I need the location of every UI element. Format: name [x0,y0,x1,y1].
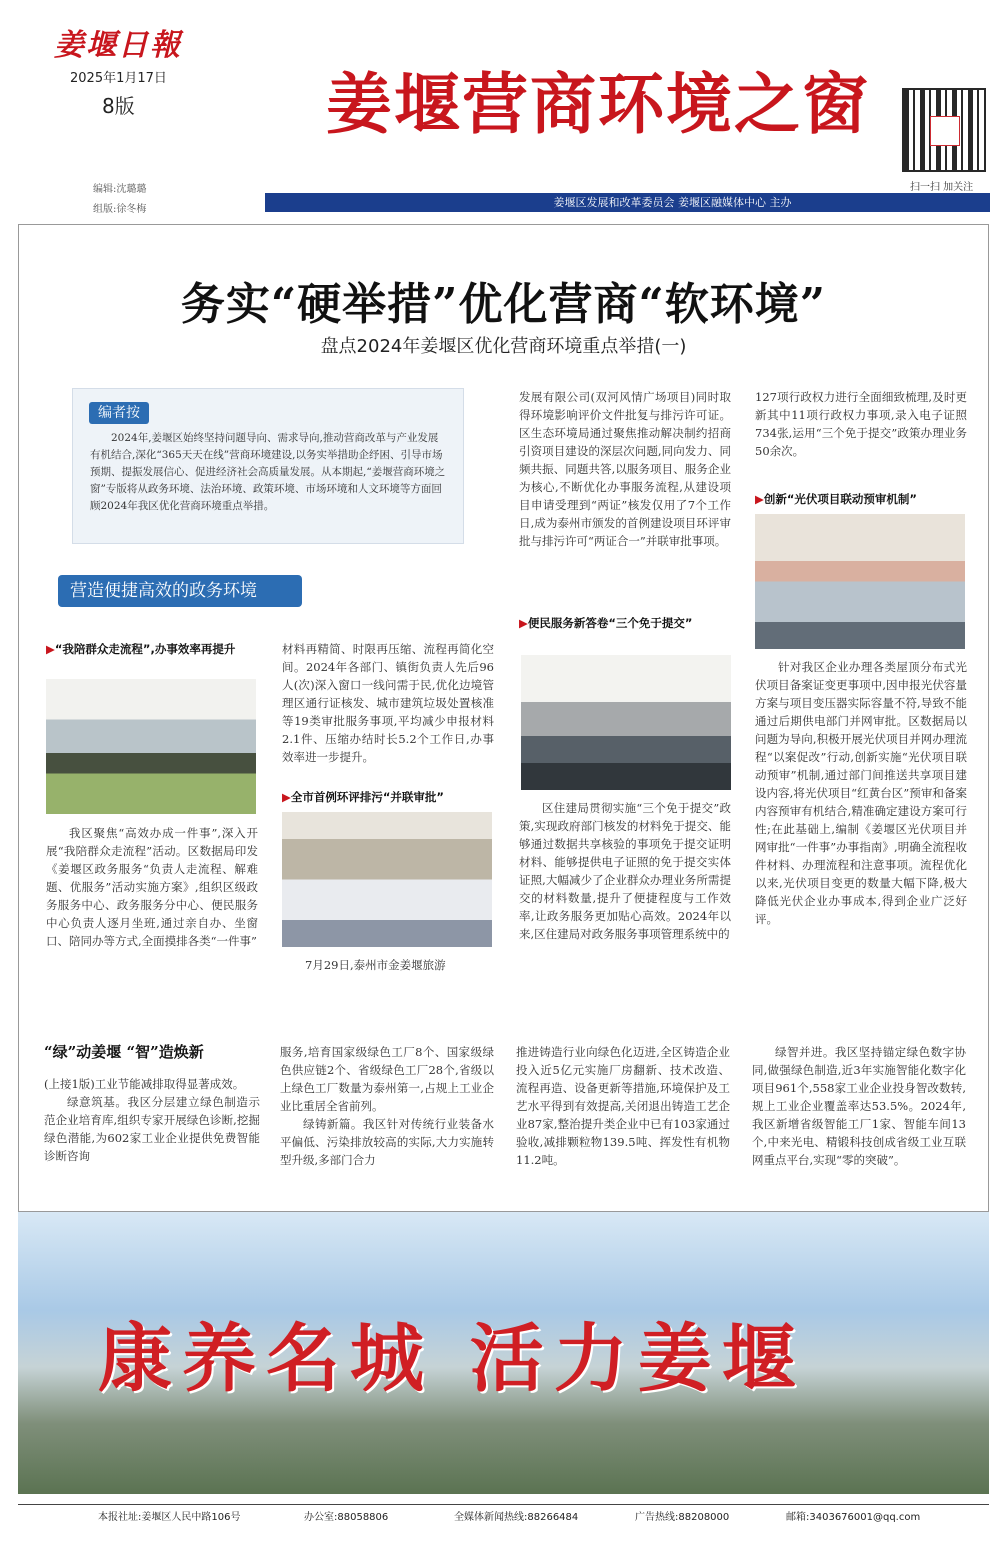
arrow-icon: ▶ [519,616,528,630]
col3-subheading [519,614,731,632]
col4-subheading-text: 创新“光伏项目联动预审机制” [763,492,917,506]
col1-text: 我区聚焦“高效办成一件事”,深入开展“我陪群众走流程”活动。区数据局印发《姜堰区政务服务“负责人走流程、解难题、优服务”活动实施方案》,组织区级政务服务中心、政务服务分中心、便民服务中心负责人逐月坐班,通过亲自办、坐窗口、陪同办等方式,全面摸排各类“一件事” [46,826,258,948]
col1-subheading [46,640,258,658]
article-title: 务实“硬举措”优化营商“软环境” [180,279,827,330]
article2-col2 [280,1043,494,1169]
col3-photo [521,655,731,790]
col2-text2: 7月29日,泰州市金姜堰旅游 [305,958,446,972]
footer-ad-hotline: 广告热线:88208000 [635,1512,730,1523]
arrow-icon: ▶ [46,642,55,656]
footer-address: 本报社址:姜堰区人民中路106号 [98,1512,241,1523]
footer-office: 办公室:88058806 [304,1512,389,1523]
col2-text: 材料再精简、时限再压缩、流程再简化空间。2024年各部门、镇街负责人先后96人(次)深入窗口一线问需于民,优化边境管理区通行证核发、城市建筑垃圾处置核准等19类审批服务事项,平均减少申报材料2.1件、压缩办结时长5.2个工作日,办事效率进一步提升。 [282,642,494,764]
footer-email: 邮箱:3403676001@qq.com [786,1512,921,1523]
qr-caption: 扫一扫 加关注 [910,182,974,193]
article2-p2: 服务,培育国家级绿色工厂8个、国家级绿色供应链2个、省级绿色工厂28个,省级以上绿色工厂数量为泰州第一,占规上工业企业比重居全省前列。 [280,1045,494,1113]
article2-title: “绿”动姜堰 “智”造焕新 [44,1043,204,1061]
issue-date: 2025年1月17日 [70,71,167,86]
arrow-icon: ▶ [755,492,764,506]
col3-text: 发展有限公司(双河风情广场项目)同时取得环境影响评价文件批复与排污许可证。区生态环境局通过聚焦推动解决制约招商引资项目建设的深层次问题,同向发力、同频共振、同题共答,以服务项目、服务企业为核心,不断优化办事服务流程,从建设项目申请受理到“两证”核发仅用了7个工作日,成为泰州市颁发的首例建设项目环评审批与排污许可“两证合一”并联审批事项。 [519,390,731,548]
col1-subheading-text: “我陪群众走流程”,办事效率再提升 [54,642,236,656]
article2-p1: 绿意筑基。我区分层建立绿色制造示范企业培育库,组织专家开展绿色诊断,挖掘绿色潜能,为602家工业企业提供免费智能诊断咨询 [44,1095,260,1163]
article-subtitle: 盘点2024年姜堰区优化营商环境重点举措(一) [320,336,687,357]
footer [18,1504,989,1530]
col3-subheading-text: 便民服务新答卷“三个免于提交” [527,616,693,630]
sponsor-bar: 姜堰区发展和改革委员会 姜堰区融媒体中心 主办 [265,193,990,212]
col1-photo [46,679,256,814]
section-heading: 营造便捷高效的政务环境 [58,575,302,607]
section-masthead: 姜堰营商环境之窗 [326,66,870,143]
layout-editor-name: 组版:徐冬梅 [93,204,147,215]
col4-photo [755,514,965,649]
editor-credits [93,180,146,220]
col4-text: 127项行政权力进行全面细致梳理,及时更新其中11项行政权力事项,录入电子证照734张,运用“三个免于提交”政策办理业务50余次。 [755,390,967,458]
col2-subheading [282,788,494,806]
editor-name: 编辑:沈璐璐 [93,184,147,195]
col3-text2: 区住建局贯彻实施“三个免于提交”政策,实现政府部门核发的材料免于提交、能够通过数据共享核验的事项免于提交证明材料、能够提供电子证照的免于提交实体证照,大幅减少了企业群众办理业务所需提交的材料数量,提升了便捷程度与工作效率,让政务服务更加贴心高效。2024年以来,区住建局对政务服务事项管理系统中的 [519,801,731,941]
col4-subheading [755,490,967,508]
article2-p3: 绿铸新篇。我区针对传统行业装备水平偏低、污染排放较高的实际,大力实施转型升级,多部门合力 [280,1117,494,1167]
col4-text2: 针对我区企业办理各类屋顶分布式光伏项目备案证变更事项中,因申报光伏容量方案与项目变压器实际容量不符,导致不能通过后期供电部门并网审批。区数据局以问题为导向,积极开展光伏项目并网办理流程“以案促改”行动,创新实施“光伏项目联动预审”机制,通过部门间推送共享项目建设内容,将光伏项目“红黄台区”预审和备案内容预审有机结合,精准确定建设方案可行性;在此基础上,编制《姜堰区光伏项目并网审批“一件事”办事指南》,明确全流程收件材料、办理流程和注意事项。流程优化以来,光伏项目变更的数量大幅下降,极大降低光伏企业办事成本,得到企业广泛好评。 [755,660,967,926]
newspaper-logo: 姜堰日報 [54,28,182,63]
footer-news-hotline: 全媒体新闻热线:88266484 [454,1512,579,1523]
arrow-icon: ▶ [282,790,291,804]
article2-col3: 推进铸造行业向绿色化迈进,全区铸造企业投入近5亿元实施厂房翻新、技术改造、流程再造、设备更新等措施,环境保护及工艺水平得到有效提高,关闭退出铸造工艺企业87家,整治提升类企业中已有103家通过验收,减排颗粒物139.5吨、挥发性有机物11.2吨。 [516,1045,730,1167]
article2-lead: (上接1版)工业节能减排取得显著成效。 [44,1077,245,1091]
editor-note-body: 2024年,姜堰区始终坚持问题导向、需求导向,推动营商改革与产业发展有机结合,深化“365天天在线”营商环境建设,以务实举措助企纾困、引导市场预期、提振发展信心、促进经济社会高质量发展。从本期起,“姜堰营商环境之窗”专版将从政务环境、法治环境、政策环境、市场环境和人文环境等方面回顾2024年我区优化营商环境重点举措。 [90,432,446,512]
article2-col4: 绿智并进。我区坚持锚定绿色数字协同,做强绿色制造,近3年实施智能化数字化项目961个,558家工业企业投身智改数转,规上工业企业覆盖率达53.5%。2024年,我区新增省级智能工厂1家、智能车间13个,中来光电、精锻科技创成省级工业互联网重点平台,实现“零的突破”。 [752,1045,966,1167]
banner-slogan: 康养名城 活力姜堰 [98,1316,806,1402]
article2-col1 [44,1075,260,1165]
col2-subheading-text: 全市首例环评排污“并联审批” [290,790,444,804]
col2-photo [282,812,492,947]
page-number: 8版 [102,94,135,118]
qr-code-icon [902,88,986,172]
editor-note-tag: 编者按 [89,402,149,424]
